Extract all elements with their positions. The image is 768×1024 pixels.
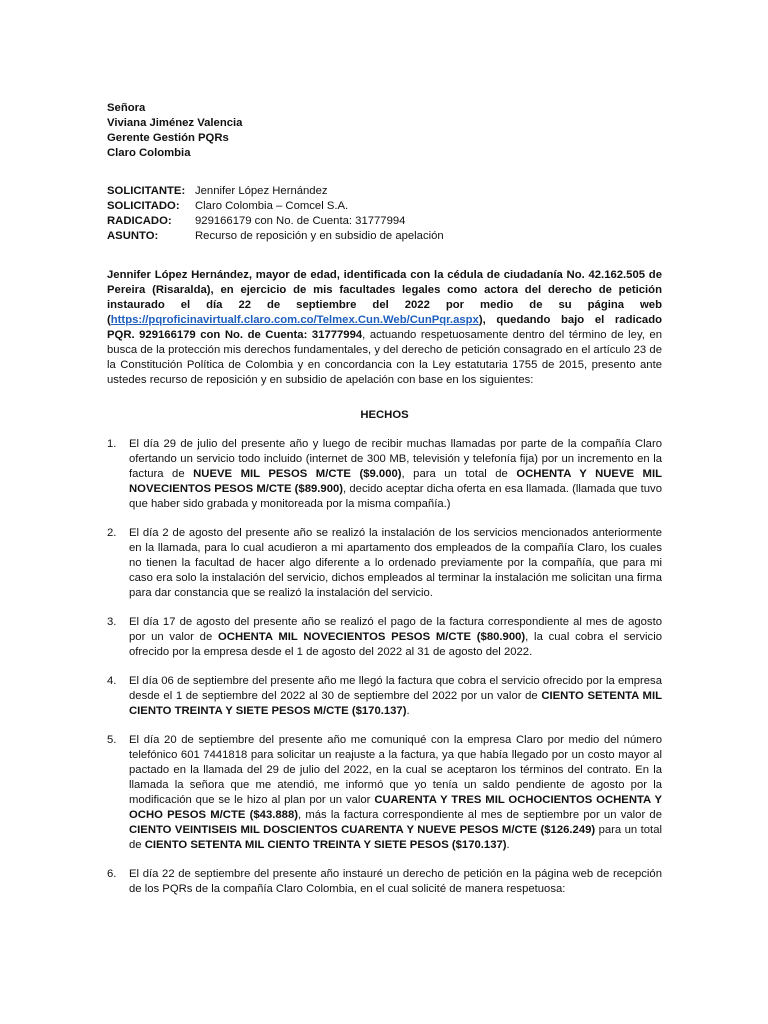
item-amount: OCHENTA MIL NOVECIENTOS PESOS M/CTE ($80.900) xyxy=(218,631,526,643)
item-number: 2. xyxy=(107,527,117,539)
list-item xyxy=(107,733,662,853)
pqr-web-link[interactable]: https://pqroficinavirtualf.claro.com.co/Telmex.Cun.Web/CunPqr.aspx xyxy=(110,314,479,326)
meta-label: SOLICITADO: xyxy=(107,200,180,212)
list-item xyxy=(107,615,662,660)
item-number: 6. xyxy=(107,868,117,880)
item-text: El día 22 de septiembre del presente año instauré un derecho de petición en la página web de recepción de los PQRs de la compañía Claro Colombia, en el cual solicité de manera respetuosa: xyxy=(129,868,662,895)
item-number: 1. xyxy=(107,438,117,450)
addressee-company: Claro Colombia xyxy=(107,147,191,159)
addressee-name: Viviana Jiménez Valencia xyxy=(107,117,243,129)
meta-row-asunto xyxy=(107,229,662,244)
item-text: para un total de xyxy=(129,824,662,851)
addressee-role: Gerente Gestión PQRs xyxy=(107,132,229,144)
meta-value: 929166179 con No. de Cuenta: 31777994 xyxy=(195,215,406,227)
item-amount: CIENTO VEINTISEIS MIL DOSCIENTOS CUARENTA Y NUEVE PESOS M/CTE ($126.249) xyxy=(129,824,596,836)
section-heading: HECHOS xyxy=(360,409,409,421)
meta-value: Claro Colombia – Comcel S.A. xyxy=(195,200,349,212)
item-text: . xyxy=(406,705,410,717)
item-number: 3. xyxy=(107,616,117,628)
item-amount: CIENTO SETENTA MIL CIENTO TREINTA Y SIETE PESOS M/CTE ($170.137) xyxy=(129,690,662,717)
item-text: El día 20 de septiembre del presente año me comuniqué con la empresa Claro por medio del número telefónico 601 7441818 para solicitar un reajuste a la factura, ya que había llegado por un costo mayor al pactado en la llamada del 29 de julio del 2022, en la cual se aceptaron los términos del contrato. En la llamada la señora que me atendió, me informó que yo tenía un saldo pendiente de agosto por la modificación que se le hizo al plan por un valor xyxy=(129,734,662,806)
item-text: . xyxy=(506,839,510,851)
item-number: 5. xyxy=(107,734,117,746)
meta-value: Recurso de reposición y en subsidio de apelación xyxy=(195,230,444,242)
intro-text-3: , actuando respetuosamente dentro del término de ley, en busca de la protección mis derechos fundamentales, y del derecho de petición consagrado en el artículo 23 de la Constitución Política de Colombia y en concordancia con la Ley estatutaria 1755 de 2015, presento ante ustedes recurso de reposición y en subsidio de apelación con base en los siguientes: xyxy=(107,329,662,386)
list-item xyxy=(107,526,662,601)
addressee-block xyxy=(107,101,662,161)
meta-row-solicitado xyxy=(107,199,662,214)
item-number: 4. xyxy=(107,675,117,687)
meta-label: ASUNTO: xyxy=(107,230,159,242)
list-item xyxy=(107,867,662,897)
item-amount: OCHENTA Y NUEVE MIL NOVECIENTOS PESOS M/CTE ($89.900) xyxy=(129,468,662,495)
item-amount: CUARENTA Y TRES MIL OCHOCIENTOS OCHENTA Y OCHO PESOS M/CTE ($43.888) xyxy=(129,794,662,821)
item-text: , decido aceptar dicha oferta en esa llamada. (llamada que tuvo que haber sido grabada y monitoreada por la misma compañía.) xyxy=(129,483,662,510)
intro-text-2: ), quedando bajo el radicado xyxy=(478,314,662,326)
radicado-reference: PQR. 929166179 con No. de Cuenta: 31777994 xyxy=(107,329,363,341)
salutation: Señora xyxy=(107,102,146,114)
meta-row-radicado xyxy=(107,214,662,229)
intro-text-1: Jennifer López Hernández, mayor de edad, identificada con la cédula de ciudadanía No. 42.162.505 de Pereira (Risaralda), en ejercicio de mis facultades legales como actora del derecho de petición instaurado el día 22 de septiembre del 2022 por medio de su página web ( xyxy=(107,269,662,326)
meta-value: Jennifer López Hernández xyxy=(195,185,328,197)
item-text: El día 17 de agosto del presente año se realizó el pago de la factura correspondiente al mes de agosto por un valor de xyxy=(129,616,662,643)
item-text: El día 29 de julio del presente año y luego de recibir muchas llamadas por parte de la compañía Claro ofertando un servicio todo incluido (internet de 300 MB, televisión y telefonía fija) por un incremento en la factura de xyxy=(129,438,662,480)
letter-page xyxy=(107,101,662,911)
meta-label: RADICADO: xyxy=(107,215,172,227)
item-text: , para un total de xyxy=(401,468,517,480)
item-text: El día 06 de septiembre del presente año me llegó la factura que cobra el servicio ofrecido por la empresa desde el 1 de septiembre del 2022 al 30 de septiembre del 2022 por un valor de xyxy=(129,675,662,702)
list-item xyxy=(107,437,662,512)
meta-label: SOLICITANTE: xyxy=(107,185,186,197)
facts-list xyxy=(107,437,662,897)
item-text: , más la factura correspondiente al mes de septiembre por un valor de xyxy=(297,809,662,821)
meta-row-solicitante xyxy=(107,184,662,199)
list-item xyxy=(107,674,662,719)
item-text: El día 2 de agosto del presente año se realizó la instalación de los servicios mencionados anteriormente en la llamada, para lo cual acudieron a mi apartamento dos empleados de la compañía Claro, los cuales no tienen la facultad de hacer algo diferente a lo ordenado previamente por la compañía, que para mi caso era solo la instalación del servicio, dichos empleados al terminar la instalación me solicitan una firma para dar constancia que se realizó la instalación del servicio. xyxy=(129,527,662,599)
item-amount: NUEVE MIL PESOS M/CTE ($9.000) xyxy=(193,468,402,480)
case-metadata xyxy=(107,184,662,244)
intro-paragraph xyxy=(107,268,662,388)
item-amount: CIENTO SETENTA MIL CIENTO TREINTA Y SIETE PESOS ($170.137) xyxy=(144,839,507,851)
item-text: , la cual cobra el servicio ofrecido por la empresa desde el 1 de agosto del 2022 al 31 de agosto del 2022. xyxy=(129,631,662,658)
